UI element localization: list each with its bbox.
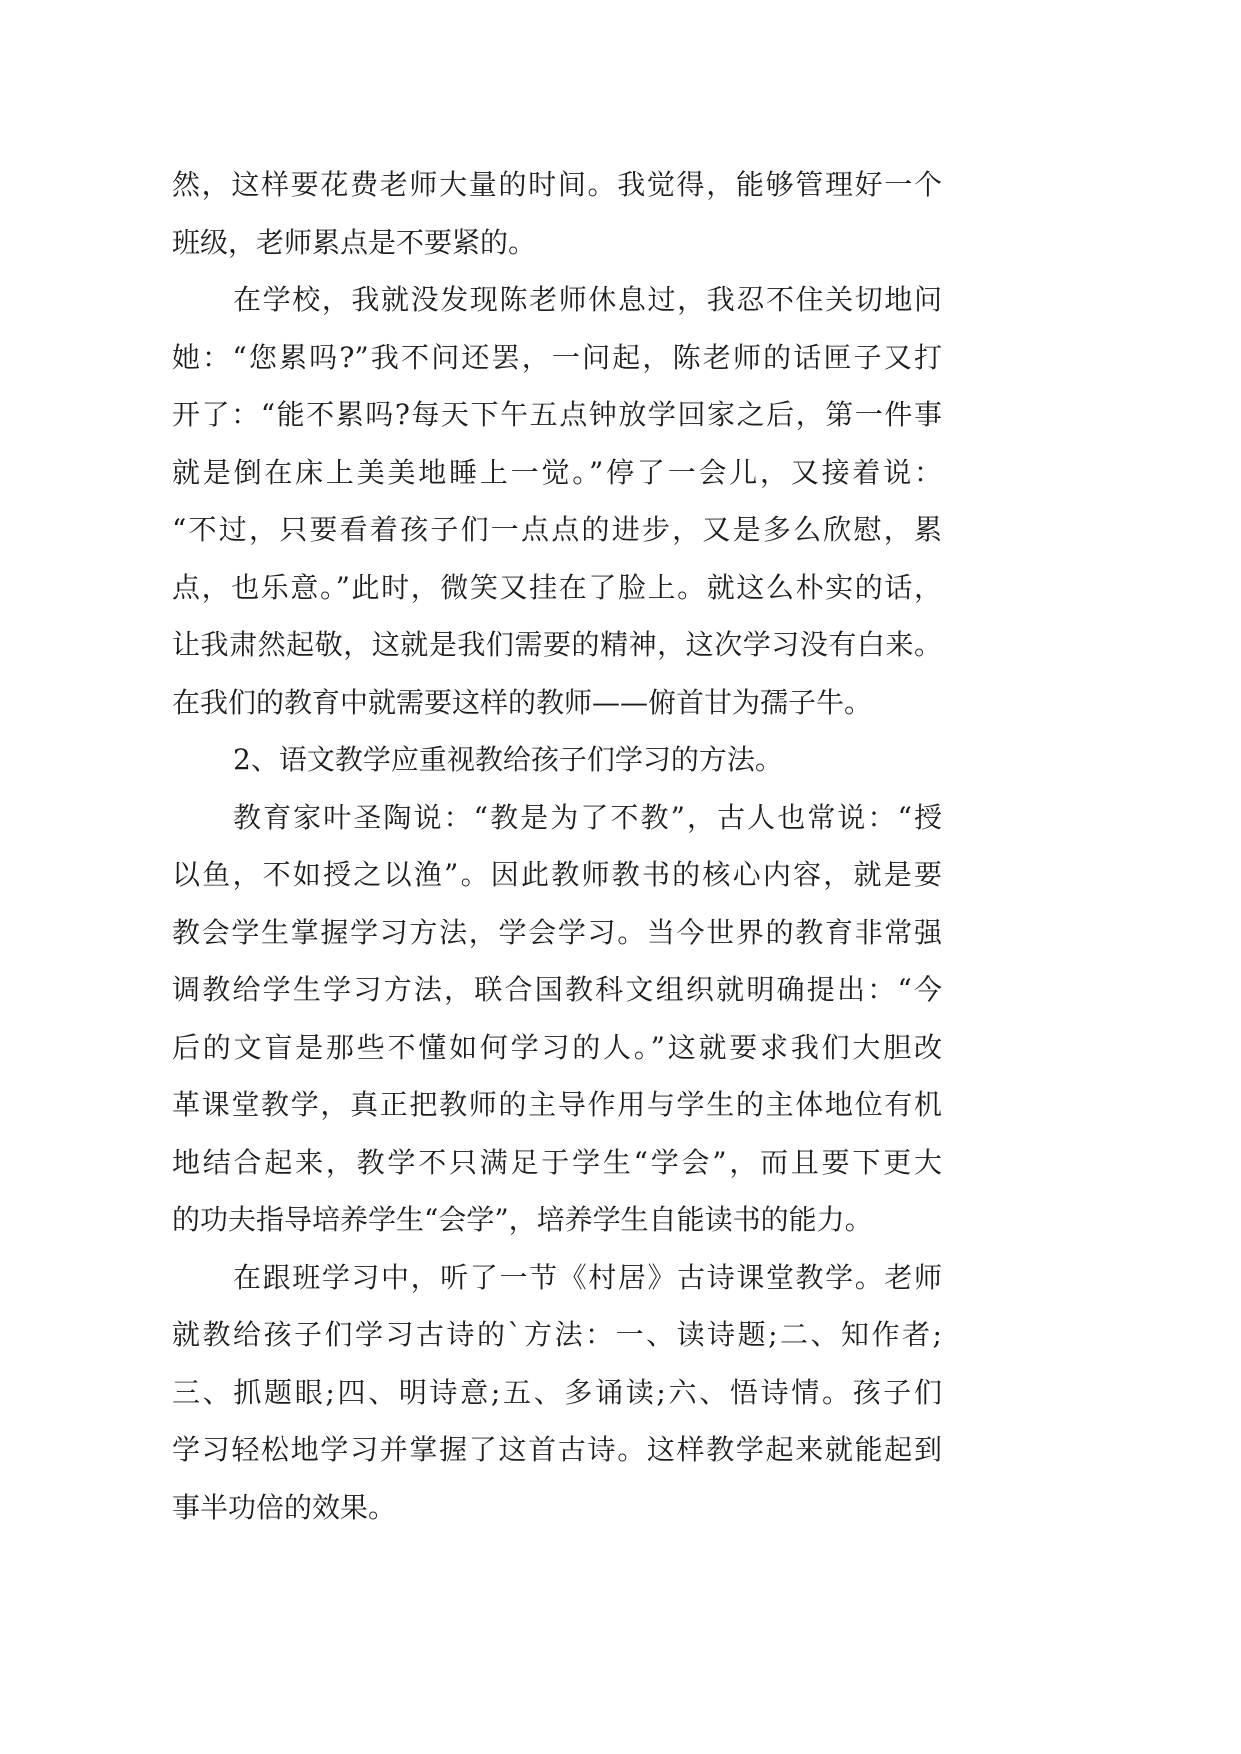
document-line: “不过，只要看着孩子们一点点的进步，又是多么欣慰，累 xyxy=(172,513,942,546)
paragraph-teacher-quote xyxy=(172,271,942,731)
document-line: 在跟班学习中，听了一节《村居》古诗课堂教学。老师 xyxy=(233,1260,942,1294)
paragraph-teaching-methods xyxy=(172,789,942,1249)
section-heading-line: 2、语文教学应重视教给孩子们学习的方法。 xyxy=(233,743,783,776)
document-line: 地结合起来，教学不只满足于学生“学会”，而且要下更大 xyxy=(172,1145,942,1179)
document-line: 学习轻松地学习并掌握了这首古诗。这样教学起来就能起到 xyxy=(172,1433,942,1466)
document-line: 事半功倍的效果。 xyxy=(172,1490,397,1524)
document-line: 教育家叶圣陶说：“教是为了不教”，古人也常说：“授 xyxy=(233,800,942,834)
document-line: 在学校，我就没发现陈老师休息过，我忍不住关切地问 xyxy=(233,283,942,316)
document-line: 让我肃然起敬，这就是我们需要的精神，这次学习没有白来。 xyxy=(172,628,942,661)
document-line: 调教给学生学习方法，联合国教科文组织就明确提出：“今 xyxy=(172,973,942,1006)
document-line: 三、抓题眼;四、明诗意;五、多诵读;六、悟诗情。孩子们 xyxy=(172,1375,942,1409)
document-line: 就是倒在床上美美地睡上一觉。”停了一会儿，又接着说： xyxy=(172,455,942,489)
document-page xyxy=(172,156,942,1536)
document-line: 开了：“能不累吗?每天下午五点钟放学回家之后，第一件事 xyxy=(172,398,942,431)
document-line: 然，这样要花费老师大量的时间。我觉得，能够管理好一个 xyxy=(172,168,942,201)
document-line: 以鱼，不如授之以渔”。因此教师教书的核心内容，就是要 xyxy=(172,858,942,891)
document-line: 就教给孩子们学习古诗的`方法：一、读诗题;二、知作者; xyxy=(172,1318,942,1351)
document-line: 在我们的教育中就需要这样的教师——俯首甘为孺子牛。 xyxy=(172,685,873,719)
paragraph-continuation xyxy=(172,156,942,271)
document-line: 班级，老师累点是不要紧的。 xyxy=(172,225,537,259)
document-line: 教会学生掌握学习方法，学会学习。当今世界的教育非常强 xyxy=(172,915,942,949)
document-line: 后的文盲是那些不懂如何学习的人。”这就要求我们大胆改 xyxy=(172,1030,942,1064)
document-line: 她：“您累吗?”我不问还罢，一问起，陈老师的话匣子又打 xyxy=(172,340,942,374)
document-line: 点，也乐意。”此时，微笑又挂在了脸上。就这么朴实的话， xyxy=(172,570,942,604)
section-heading xyxy=(172,731,942,789)
document-line: 革课堂教学，真正把教师的主导作用与学生的主体地位有机 xyxy=(172,1088,942,1121)
paragraph-poem-lesson xyxy=(172,1249,942,1537)
document-line: 的功夫指导培养学生“会学”，培养学生自能读书的能力。 xyxy=(172,1203,873,1236)
